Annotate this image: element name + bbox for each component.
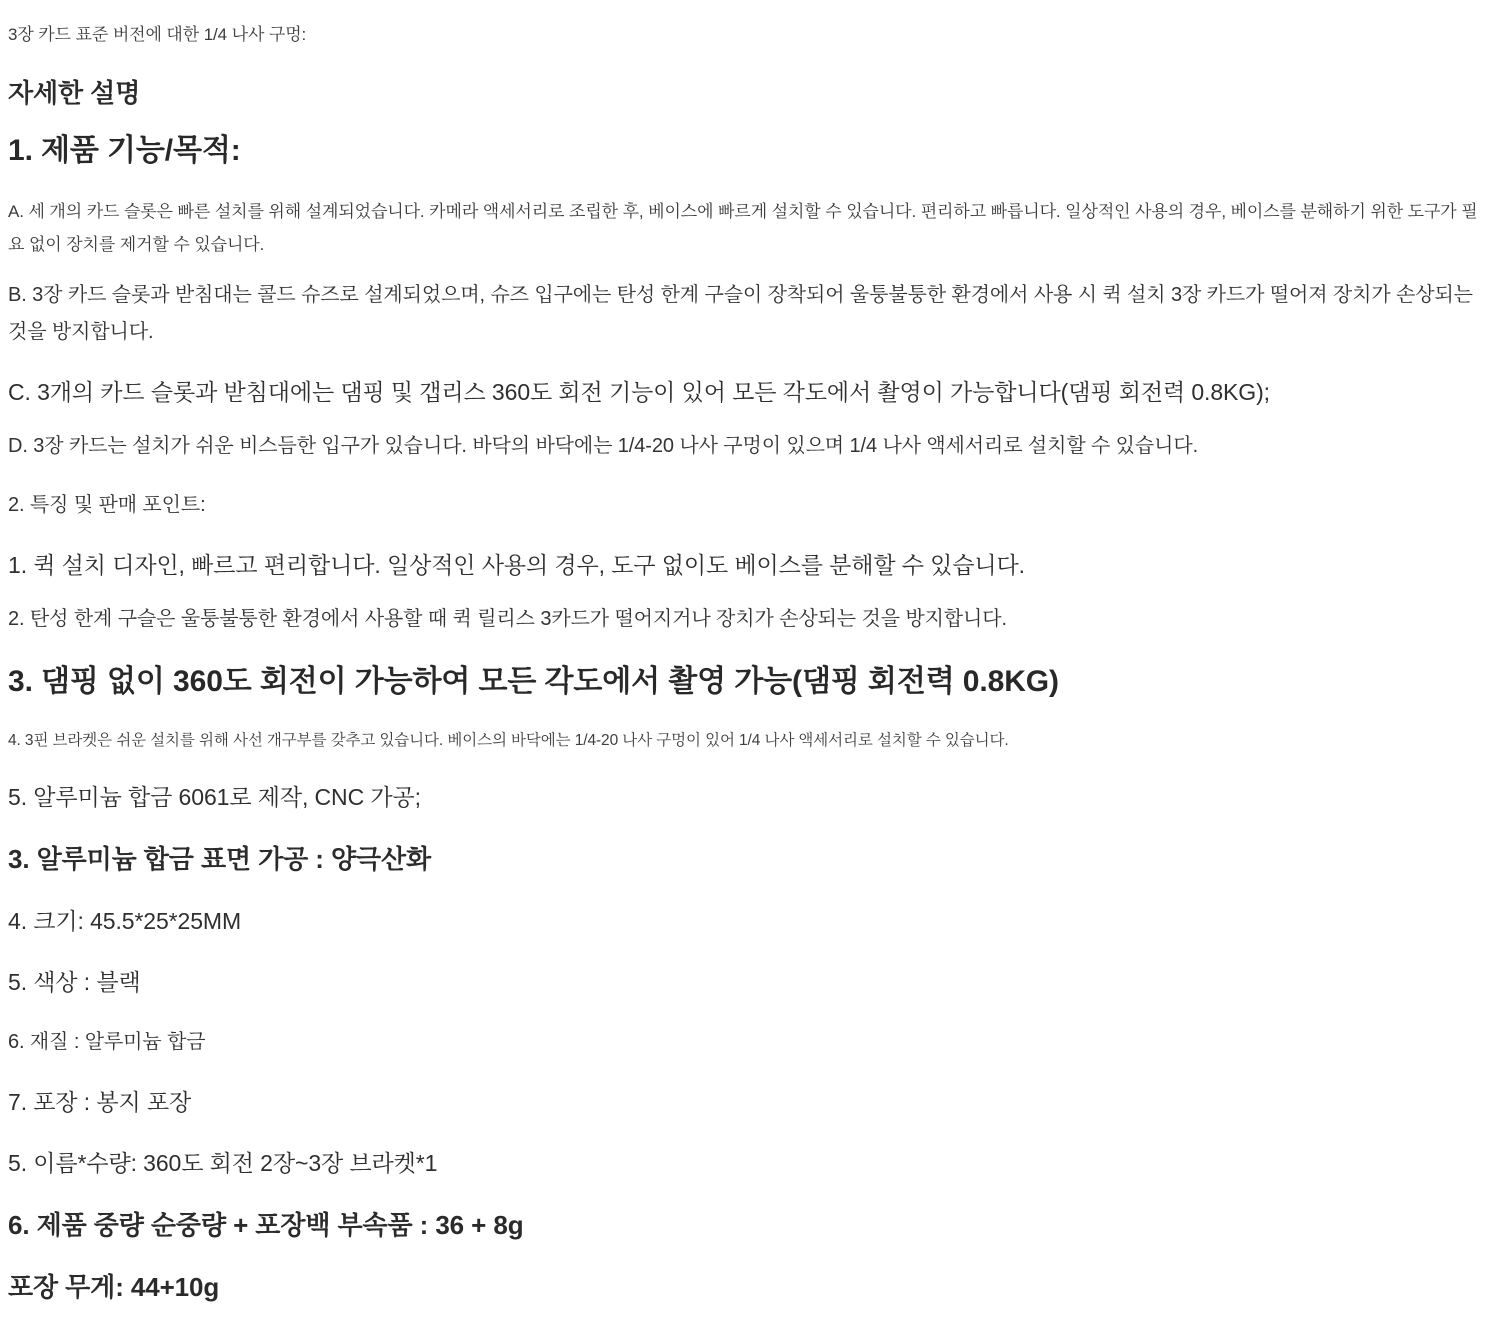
spec-product-weight: 6. 제품 중량 순중량 + 포장백 부속품 : 36 + 8g: [8, 1209, 524, 1240]
spec-packaging: 7. 포장 : 봉지 포장: [8, 1088, 192, 1115]
spec-material: 6. 재질 : 알루미늄 합금: [8, 1030, 206, 1053]
feature-item-d: D. 3장 카드는 설치가 쉬운 비스듬한 입구가 있습니다. 바닥의 바닥에는 1/4-20 나사 구멍이 있으며 1/4 나사 액세서리로 설치할 수 있습니다.: [8, 435, 1199, 458]
intro-text: 3장 카드 표준 버전에 대한 1/4 나사 구멍:: [8, 25, 307, 44]
spec-surface-treatment: 3. 알루미늄 합금 표면 가공 : 양극산화: [8, 844, 432, 875]
section-1-title: 1. 제품 기능/목적:: [8, 134, 241, 168]
selling-point-1: 1. 퀵 설치 디자인, 빠르고 편리합니다. 일상적인 사용의 경우, 도구 없이도 베이스를 분해할 수 있습니다.: [8, 552, 1025, 579]
selling-point-4: 4. 3핀 브라켓은 쉬운 설치를 위해 사선 개구부를 갖추고 있습니다. 베이스의 바닥에는 1/4-20 나사 구멍이 있어 1/4 나사 액세서리로 설치할 수 있습니다.: [8, 731, 1009, 749]
spec-material-process: 5. 알루미늄 합금 6061로 제작, CNC 가공;: [8, 784, 421, 811]
selling-point-2: 2. 탄성 한계 구슬은 울퉁불퉁한 환경에서 사용할 때 퀵 릴리스 3카드가 떨어지거나 장치가 손상되는 것을 방지합니다.: [8, 608, 1007, 631]
section-2-title: 2. 특징 및 판매 포인트:: [8, 494, 206, 517]
spec-package-weight: 포장 무게: 44+10g: [8, 1272, 220, 1303]
spec-color: 5. 색상 : 블랙: [8, 968, 141, 995]
feature-item-a: A. 세 개의 카드 슬롯은 빠른 설치를 위해 설계되었습니다. 카메라 액세서리로 조립한 후, 베이스에 빠르게 설치할 수 있습니다. 편리하고 빠릅니다. 일상적인 사용의 경우, 베이스를 분해하기 위한 도구가 필요 없이 장치를 제거할 수 있습니다.: [8, 201, 1478, 255]
document-heading: 자세한 설명: [8, 78, 141, 109]
selling-point-3: 3. 댐핑 없이 360도 회전이 가능하여 모든 각도에서 촬영 가능(댐핑 회전력 0.8KG): [8, 665, 1059, 699]
spec-size: 4. 크기: 45.5*25*25MM: [8, 907, 242, 934]
spec-name-quantity: 5. 이름*수량: 360도 회전 2장~3장 브라켓*1: [8, 1149, 438, 1176]
feature-item-c: C. 3개의 카드 슬롯과 받침대에는 댐핑 및 갭리스 360도 회전 기능이 있어 모든 각도에서 촬영이 가능합니다(댐핑 회전력 0.8KG);: [8, 379, 1270, 406]
feature-item-b: B. 3장 카드 슬롯과 받침대는 콜드 슈즈로 설계되었으며, 슈즈 입구에는 탄성 한계 구슬이 장착되어 울퉁불퉁한 환경에서 사용 시 퀵 설치 3장 카드가 떨어져 장치가 손상되는 것을 방지합니다.: [8, 284, 1473, 344]
